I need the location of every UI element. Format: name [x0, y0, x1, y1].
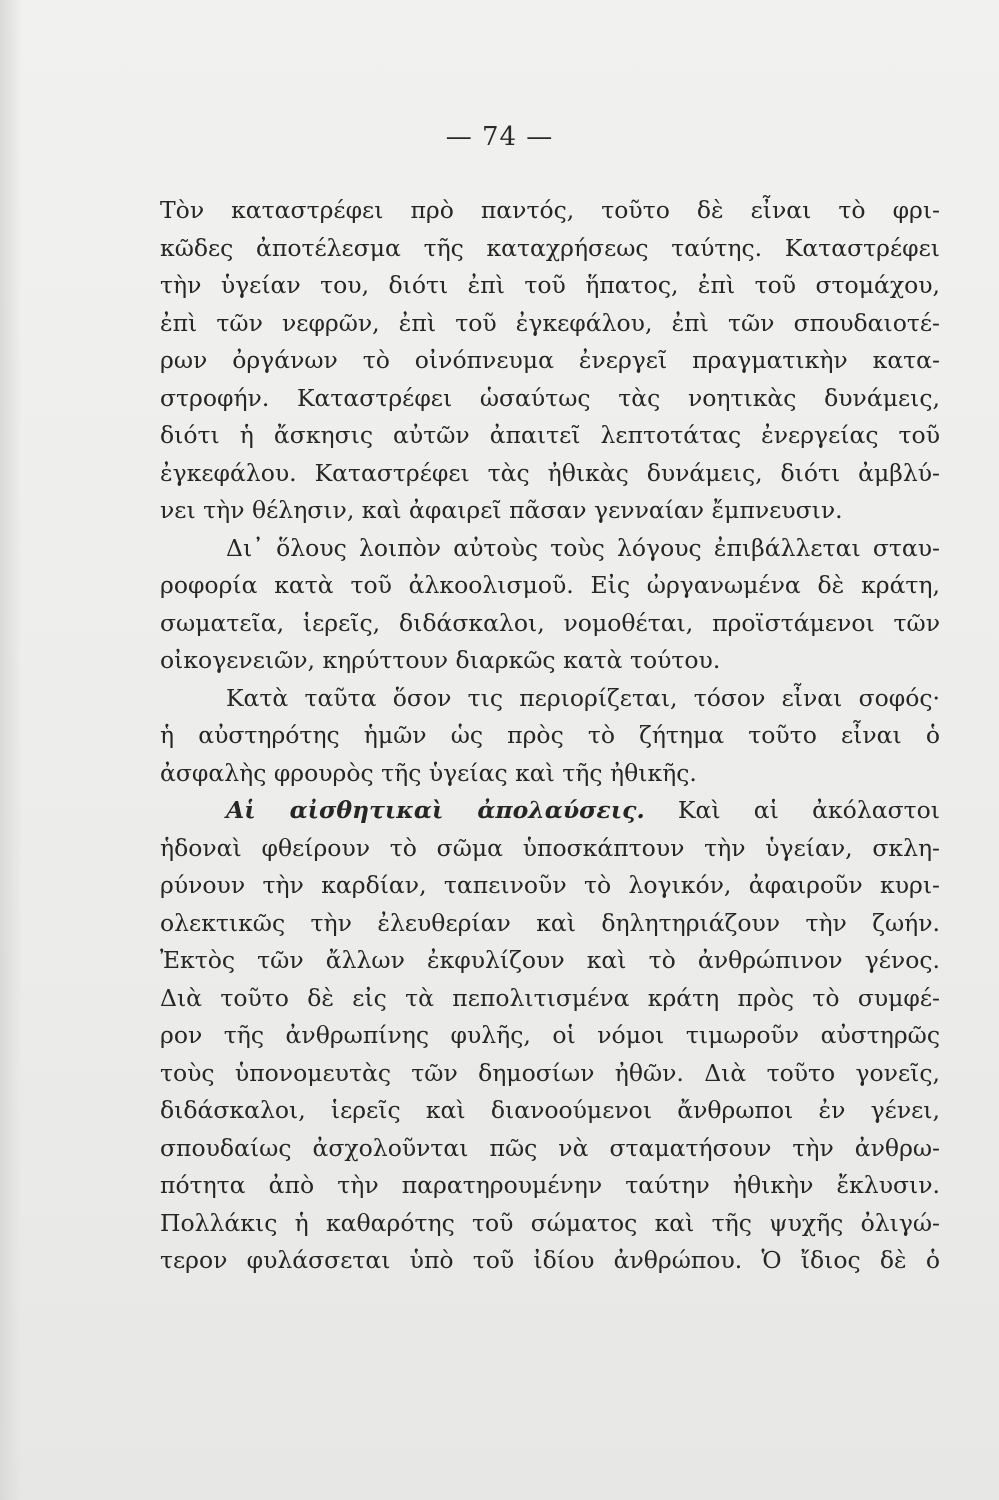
text-line: ἀσφαλὴς φρουρὸς τῆς ὑγείας καὶ τῆς ἠθικῆς. — [160, 758, 697, 787]
text-line: ρων ὀργάνων τὸ οἰνόπνευμα ἐνεργεῖ πραγματικὴν κατα- — [160, 346, 940, 374]
text-line: ἐγκεφάλου. Καταστρέφει τὰς ἠθικὰς δυνάμεις, διότι ἀμβλύ- — [160, 458, 940, 487]
text-line: ολεκτικῶς τὴν ἐλευθερίαν καὶ δηλητηριάζουν τὴν ζωήν. — [160, 908, 940, 937]
text-line: ρύνουν τὴν καρδίαν, ταπεινοῦν τὸ λογικόν, ἀφαιροῦν κυρι- — [160, 871, 940, 899]
text-line: στροφήν. Καταστρέφει ὡσαύτως τὰς νοητικὰς δυνάμεις, — [160, 383, 940, 412]
text-line: Ἐκτὸς τῶν ἄλλων ἐκφυλίζουν καὶ τὸ ἀνθρώπινον γένος. — [160, 946, 940, 974]
page-number: — 74 — — [445, 122, 554, 152]
section-heading: Αἱ αἰσθητικαὶ ἀπολαύσεις. — [226, 796, 645, 824]
text-line: διδάσκαλοι, ἱερεῖς καὶ διανοούμενοι ἄνθρωποι ἐν γένει, — [160, 1096, 940, 1124]
text-line: ροφορία κατὰ τοῦ ἀλκοολισμοῦ. Εἰς ὠργανωμένα δὲ κράτη, — [160, 571, 940, 599]
page-edge-shadow — [0, 0, 22, 1500]
text-line: νει τὴν θέλησιν, καὶ ἀφαιρεῖ πᾶσαν γενναίαν ἔμπνευσιν. — [160, 496, 843, 524]
text-line: τερον φυλάσσεται ὑπὸ τοῦ ἰδίου ἀνθρώπου. Ὁ ἴδιος δὲ ὁ — [160, 1246, 940, 1274]
text-line: Κατὰ ταῦτα ὅσον τις περιορίζεται, τόσον εἶναι σοφός· — [226, 683, 940, 712]
text-line: πότητα ἀπὸ τὴν παρατηρουμένην ταύτην ἠθικὴν ἔκλυσιν. — [160, 1171, 940, 1199]
text-line: ἡ αὐστηρότης ἡμῶν ὡς πρὸς τὸ ζήτημα τοῦτο εἶναι ὁ — [160, 721, 940, 749]
text-line: ρον τῆς ἀνθρωπίνης φυλῆς, οἱ νόμοι τιμωροῦν αὐστηρῶς — [160, 1021, 940, 1049]
text-line: ἡδοναὶ φθείρουν τὸ σῶμα ὑποσκάπτουν τὴν ὑγείαν, σκλη- — [160, 833, 940, 862]
text-line: Τὸν καταστρέφει πρὸ παντός, τοῦτο δὲ εἶναι τὸ φρι- — [160, 196, 940, 224]
text-line: τὴν ὑγείαν του, διότι ἐπὶ τοῦ ἥπατος, ἐπὶ τοῦ στομάχου, — [160, 271, 940, 299]
text-line: σπουδαίως ἀσχολοῦνται πῶς νὰ σταματήσουν τὴν ἀνθρω- — [160, 1133, 940, 1162]
text-line: σωματεῖα, ἱερεῖς, διδάσκαλοι, νομοθέται, προϊστάμενοι τῶν — [160, 608, 940, 637]
text-line: οἰκογενειῶν, κηρύττουν διαρκῶς κατὰ τούτου. — [160, 646, 721, 674]
page-text — [160, 192, 940, 1280]
text-line: τοὺς ὑπονομευτὰς τῶν δημοσίων ἠθῶν. Διὰ τοῦτο γονεῖς, — [160, 1058, 940, 1087]
text-line: κῶδες ἀποτέλεσμα τῆς καταχρήσεως ταύτης. Καταστρέφει — [160, 233, 940, 262]
text-line: ἐπὶ τῶν νεφρῶν, ἐπὶ τοῦ ἐγκεφάλου, ἐπὶ τῶν σπουδαιοτέ- — [160, 308, 940, 337]
text-line: διότι ἡ ἄσκησις αὐτῶν ἀπαιτεῖ λεπτοτάτας ἐνεργείας τοῦ — [160, 421, 940, 449]
text-line: Διὰ τοῦτο δὲ εἰς τὰ πεπολιτισμένα κράτη πρὸς τὸ συμφέ- — [160, 983, 940, 1012]
section-line — [160, 792, 940, 830]
text-line: Δι᾽ ὅλους λοιπὸν αὐτοὺς τοὺς λόγους ἐπιβάλλεται σταυ- — [226, 533, 940, 562]
text-fragment: Καὶ αἱ ἀκόλαστοι — [677, 796, 940, 824]
text-line: Πολλάκις ἡ καθαρότης τοῦ σώματος καὶ τῆς ψυχῆς ὀλιγώ- — [160, 1208, 940, 1237]
